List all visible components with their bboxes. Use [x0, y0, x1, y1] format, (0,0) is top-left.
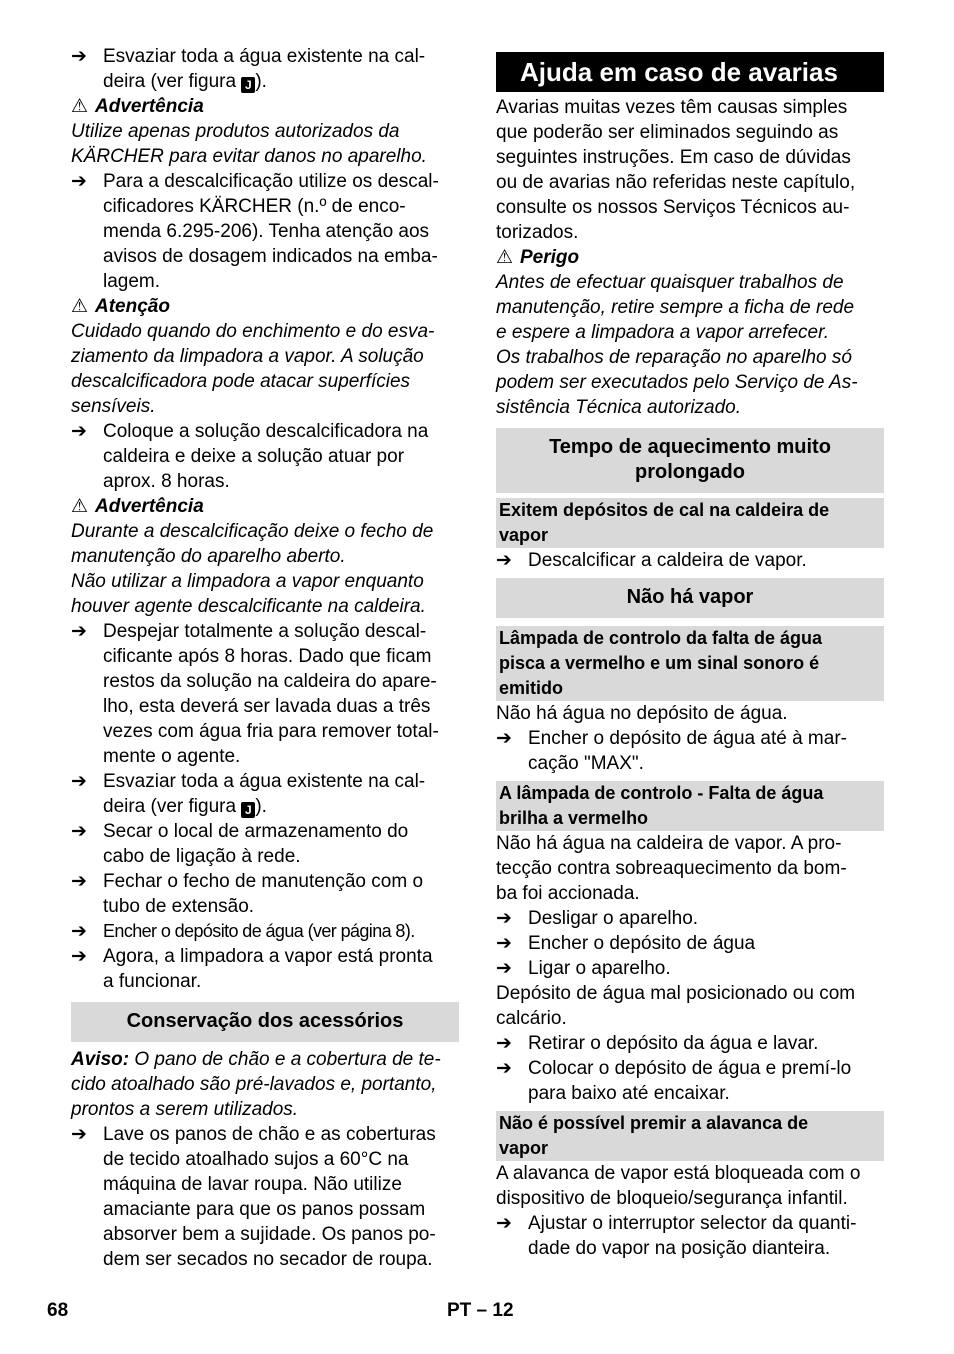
- warning-text: Utilize apenas produtos autorizados da: [71, 121, 400, 142]
- caution-text: Cuidado quando do enchimento e do esva-: [71, 321, 435, 342]
- arrow-right-icon: ➔: [496, 1033, 512, 1054]
- arrow-right-icon: ➔: [71, 821, 87, 842]
- subheading-lever: Não é possível premir a alavanca de vapor: [496, 1111, 884, 1161]
- arrow-right-icon: ➔: [496, 1058, 512, 1079]
- arrow-right-icon: ➔: [71, 946, 87, 967]
- warning-triangle-icon: ⚠: [496, 247, 514, 268]
- danger-heading: ⚠ Perigo: [496, 247, 580, 268]
- warning-triangle-icon: ⚠: [71, 496, 89, 517]
- arrow-right-icon: ➔: [496, 933, 512, 954]
- left-column: ➔ Esvaziar toda a água existente na cal- deira (ver figura J ). ⚠ Advertência Utilize apenas produtos autorizados da KÄRCHER para evitar danos no aparelho. ➔ Para a descalcificação utilize os descal- cificadores KÄRCHER (n.º de enco- menda 6.295-206). Tenha atenção aos avisos de dosagem indicados na emba- lagem. ⚠ Atenção Cuidado quando do enchimento e do esva- ziamento da limpadora a vapor. A solução descalcificadora pode atacar superfícies sensíveis. ➔ Coloque a solução descalcificadora na caldeira e deixe a solução atuar por aprox. 8 horas. ⚠ Advertência Durante a descalcificação deixe o fecho de manutenção do aparelho aberto. Não utilizar a limpadora a vapor enquanto houver agente descalcificante na caldeira. ➔ Despejar totalmente a solução descal- cificante após 8 horas. Dado que ficam restos da solução na caldeira do apare- lho, esta deverá ser lavada duas a três vezes com água fria para remover total- mente o agente. ➔ Esvaziar toda a água existente na cal- deira (ver figura J ). ➔ Secar o local de armazenamento do cabo de ligação à rede. ➔ Fechar o fecho de manutenção com o tubo de extensão. ➔ Encher o depósito de água (ver página 8). ➔ Agora, a limpadora a vapor está pronta a funcionar. Conservação dos acessórios Aviso: O pano de chão e a cobertura de te- cido atoalhado são pré-lavados e, portanto, prontos a serem utilizados. ➔ Lave os panos de chão e as coberturas de tecido atoalhado sujos a 60°C na máquina de lavar roupa. Não utilize amaciante para que os panos possam absorver bem a sujidade. Os panos po- dem ser secados no secador de roupa.: [71, 44, 459, 1272]
- instruction-item: ➔ Para a descalcificação utilize os descal- cificadores KÄRCHER (n.º de enco- menda 6.295-206). Tenha atenção aos avisos de dosagem indicados na emba- lagem.: [71, 171, 439, 292]
- instruction-item: ➔ Ajustar o interruptor selector da quanti- dade do vapor na posição dianteira.: [496, 1213, 857, 1259]
- instruction-item: ➔ Encher o depósito de água: [496, 933, 756, 954]
- warning-heading: ⚠ Advertência: [71, 96, 204, 117]
- cause-text: Não há água na caldeira de vapor. A pro- tecção contra sobreaquecimento da bom- ba foi accionada.: [496, 833, 847, 904]
- instruction-item: ➔ Colocar o depósito de água e premí-lo para baixo até encaixar.: [496, 1058, 852, 1104]
- arrow-right-icon: ➔: [71, 421, 87, 442]
- page-number: 68: [47, 1300, 69, 1321]
- arrow-right-icon: ➔: [71, 46, 87, 67]
- right-column: [496, 44, 884, 1261]
- instruction-item: ➔ Descalcificar a caldeira de vapor.: [496, 550, 807, 571]
- cause-text: A alavanca de vapor está bloqueada com o dispositivo de bloqueio/segurança infantil.: [496, 1163, 861, 1209]
- instruction-item: ➔ Agora, a limpadora a vapor está pronta a funcionar.: [71, 946, 433, 992]
- cause-text: Depósito de água mal posicionado ou com calcário.: [496, 983, 856, 1029]
- subheading-limescale: Exitem depósitos de cal na caldeira de vapor: [496, 498, 884, 548]
- arrow-right-icon: ➔: [496, 908, 512, 929]
- arrow-right-icon: ➔: [71, 921, 87, 942]
- instruction-item: ➔ Secar o local de armazenamento do cabo de ligação à rede.: [71, 821, 409, 867]
- arrow-right-icon: ➔: [71, 771, 87, 792]
- arrow-right-icon: ➔: [496, 728, 512, 749]
- figure-ref-icon: J: [241, 802, 255, 818]
- arrow-right-icon: ➔: [71, 171, 87, 192]
- instruction-item: ➔ Encher o depósito de água até à mar- cação "MAX".: [496, 728, 847, 774]
- instruction-item: ➔ Esvaziar toda a água existente na cal- deira (ver figura J ).: [71, 771, 426, 817]
- arrow-right-icon: ➔: [71, 621, 87, 642]
- warning-triangle-icon: ⚠: [71, 296, 89, 317]
- arrow-right-icon: ➔: [496, 1213, 512, 1234]
- arrow-right-icon: ➔: [496, 550, 512, 571]
- cause-text: Não há água no depósito de água.: [496, 703, 788, 724]
- section-reference: PT – 12: [447, 1300, 514, 1321]
- instruction-item: ➔ Lave os panos de chão e as coberturas de tecido atoalhado sujos a 60°C na máquina de lavar roupa. Não utilize amaciante para que os panos possam absorver bem a sujidade. Os panos po- dem ser secados no secador de roupa.: [71, 1124, 436, 1270]
- instruction-item: ➔ Esvaziar toda a água existente na cal- deira (ver figura J ).: [71, 46, 426, 92]
- intro-paragraph: Avarias muitas vezes têm causas simples que poderão ser eliminados seguindo as seguintes instruções. Em caso de dúvidas ou de avarias não referidas neste capítulo, consulte os nossos Serviços Técnicos au- torizados.: [496, 97, 856, 243]
- instruction-item: ➔ Ligar o aparelho.: [496, 958, 671, 979]
- danger-text: Antes de efectuar quaisquer trabalhos de manutenção, retire sempre a ficha de rede e espere a limpadora a vapor arrefecer. Os trabalhos de reparação no aparelho só podem ser executados pelo Serviço de As- sistência Técnica autorizado.: [496, 272, 858, 418]
- figure-ref-icon: J: [241, 77, 255, 93]
- instruction-item: ➔ Despejar totalmente a solução descal- cificante após 8 horas. Dado que ficam restos da solução na caldeira do apare- lho, esta deverá ser lavada duas a três vezes com água fria para remover total- mente o agente.: [71, 621, 439, 767]
- warning-triangle-icon: ⚠: [71, 96, 89, 117]
- subheading-lamp-blinking: Lâmpada de controlo da falta de água pisca a vermelho e um sinal sonoro é emitido: [496, 626, 884, 701]
- warning-text: Durante a descalcificação deixe o fecho de: [71, 521, 434, 542]
- subheading-lamp-lit: A lâmpada de controlo - Falta de água brilha a vermelho: [496, 781, 884, 831]
- section-heading-heating: Tempo de aquecimento muito prolongado: [496, 428, 884, 493]
- instruction-item: ➔ Fechar o fecho de manutenção com o tubo de extensão.: [71, 871, 424, 917]
- arrow-right-icon: ➔: [496, 958, 512, 979]
- section-heading-no-steam: Não há vapor: [496, 578, 884, 618]
- section-heading-accessories: Conservação dos acessórios: [71, 1002, 459, 1042]
- instruction-item: ➔ Encher o depósito de água (ver página 8).: [71, 921, 415, 942]
- instruction-item: ➔ Retirar o depósito da água e lavar.: [496, 1033, 819, 1054]
- warning-heading: ⚠ Advertência: [71, 496, 204, 517]
- instruction-item: ➔ Desligar o aparelho.: [496, 908, 699, 929]
- arrow-right-icon: ➔: [71, 1124, 87, 1145]
- chapter-title: Ajuda em caso de avarias: [496, 52, 884, 92]
- instruction-item: ➔ Coloque a solução descalcificadora na caldeira e deixe a solução atuar por aprox. 8 horas.: [71, 421, 429, 492]
- arrow-right-icon: ➔: [71, 871, 87, 892]
- caution-heading: ⚠ Atenção: [71, 296, 170, 317]
- note-text: Aviso: O pano de chão e a cobertura de te-: [71, 1049, 441, 1070]
